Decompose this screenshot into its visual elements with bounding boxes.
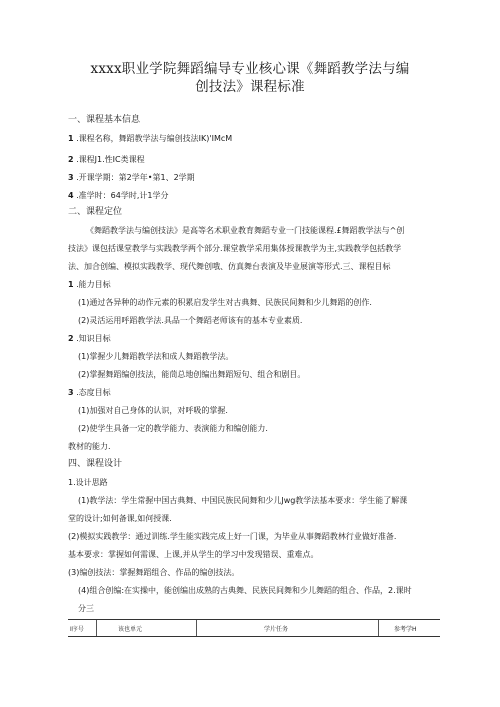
title-line-1: xxxx职业学院舞蹈编导专业核心课《舞蹈教学法与编 (90, 61, 410, 77)
table-header-task: 学片任务 (264, 626, 289, 633)
goal-attitude-continuation: 教材的能力. (68, 442, 111, 451)
goal-number: 1 (68, 280, 74, 289)
table-header-unit: 该也单元 (118, 626, 143, 633)
title-line-2: 创技法》课程标准 (195, 79, 305, 95)
design-subheading: 1.设计思路 (68, 478, 108, 487)
goal-label: .态度目标 (76, 388, 111, 397)
info-text: .课程名称，舞蹈教学法与编创技法IK)'IMcM (76, 134, 233, 143)
info-course-type (68, 154, 440, 165)
info-hours (68, 190, 440, 201)
goal-label: .知识目标 (76, 334, 111, 343)
positioning-paragraph-line-3: 法、加合创编、模拟实践教学、现代舞创哦、仿真舞台表演及毕业展演等形式.三、课程目标 (68, 262, 391, 271)
positioning-paragraph-line-2: 技法》课包括课堂教学与实践教学两个部分.课堂教学采用集体授课教学为主,实践教学包括教学 (68, 244, 402, 253)
table-header-seq: I序号 (70, 626, 84, 633)
goal-attitude-item-1: (1)加强对自己身体的认识，对呼吸的掌握. (78, 406, 228, 415)
goal-knowledge-item-2: (2)掌握舞蹈编创技法，能茼总地创编出舞蹈短句、组合和剧目。 (78, 370, 306, 379)
table-divider (196, 620, 197, 636)
info-text: .课程J1.性IC类课程 (76, 155, 145, 164)
info-text: .开课学期：第2学年•第1、2学期 (76, 173, 195, 182)
goal-number: 3 (68, 388, 74, 397)
design-line-7: 分三 (78, 604, 94, 613)
info-number: 1 (68, 134, 74, 143)
info-number: 2 (68, 155, 74, 164)
goal-attitude-item-2: (2)使学生具备一定的教学能力、表演能力和编创能力. (78, 424, 268, 433)
info-semester (68, 172, 440, 183)
design-line-6: (4)组合创编:在实操中，能创编出成熟的古典舞、民族民间舞和少儿舞蹈的组合、作品，2.课时 (78, 586, 412, 595)
design-line-2: 堂的设计;如何备课,如何授课. (68, 514, 172, 523)
design-line-3: (2)模拟实践教学：通过训练.学生能实践完成上好一门课，为毕业从事舞蹈教林行业做好准备. (68, 532, 397, 541)
table-header-hours: 参考学H (394, 626, 417, 633)
hours-table-header (68, 619, 440, 637)
design-line-5: (3)编创技法：掌握舞蹈组合、作品的编创技法。 (68, 568, 240, 577)
goal-knowledge-item-1: (1)掌握少儿舞蹈教学法和成人舞蹈教学法。 (78, 352, 234, 361)
goal-label: .能力目标 (76, 280, 111, 289)
goal-number: 2 (68, 334, 74, 343)
info-number: 4 (68, 191, 74, 200)
info-text: .准学时：64学时,计1学分 (76, 191, 169, 200)
table-divider (378, 620, 379, 636)
design-line-4: 基本要求：掌握如何需课、上课,并从学生的学习中发现错误、重难点。 (68, 550, 319, 559)
info-number: 3 (68, 173, 74, 182)
table-divider (96, 620, 97, 636)
goal-ability-item-1: (1)通过各异种的动作元素的积累启发学生对古典舞、民族民间舞和少儿舞蹈的创作. (78, 298, 372, 307)
goal-ability-heading (68, 279, 440, 290)
positioning-paragraph-line-1: 《舞蹈教学法与编创技法》是高等名术职业教育舞蹈专业一门技能课程.£舞蹈教学法与^创 (86, 226, 405, 235)
document-title (40, 60, 460, 96)
goal-ability-item-2: (2)灵活运用呼蹈教学法.具品一个舞蹈老师该有的基本专业素质. (78, 316, 303, 325)
section-heading-basic-info: 一、课程基本信息 (68, 115, 141, 125)
section-heading-design: 四、课程设计 (68, 459, 123, 469)
design-line-1: (1)教学法：学生常握中国古典舞、中国民族民间舞和少儿Jwg教学法基本要求：学生能了解课 (78, 496, 408, 505)
goal-attitude-heading (68, 387, 440, 398)
info-course-name (68, 133, 440, 144)
goal-knowledge-heading (68, 333, 440, 344)
section-heading-positioning: 二、课程定位 (68, 207, 123, 217)
